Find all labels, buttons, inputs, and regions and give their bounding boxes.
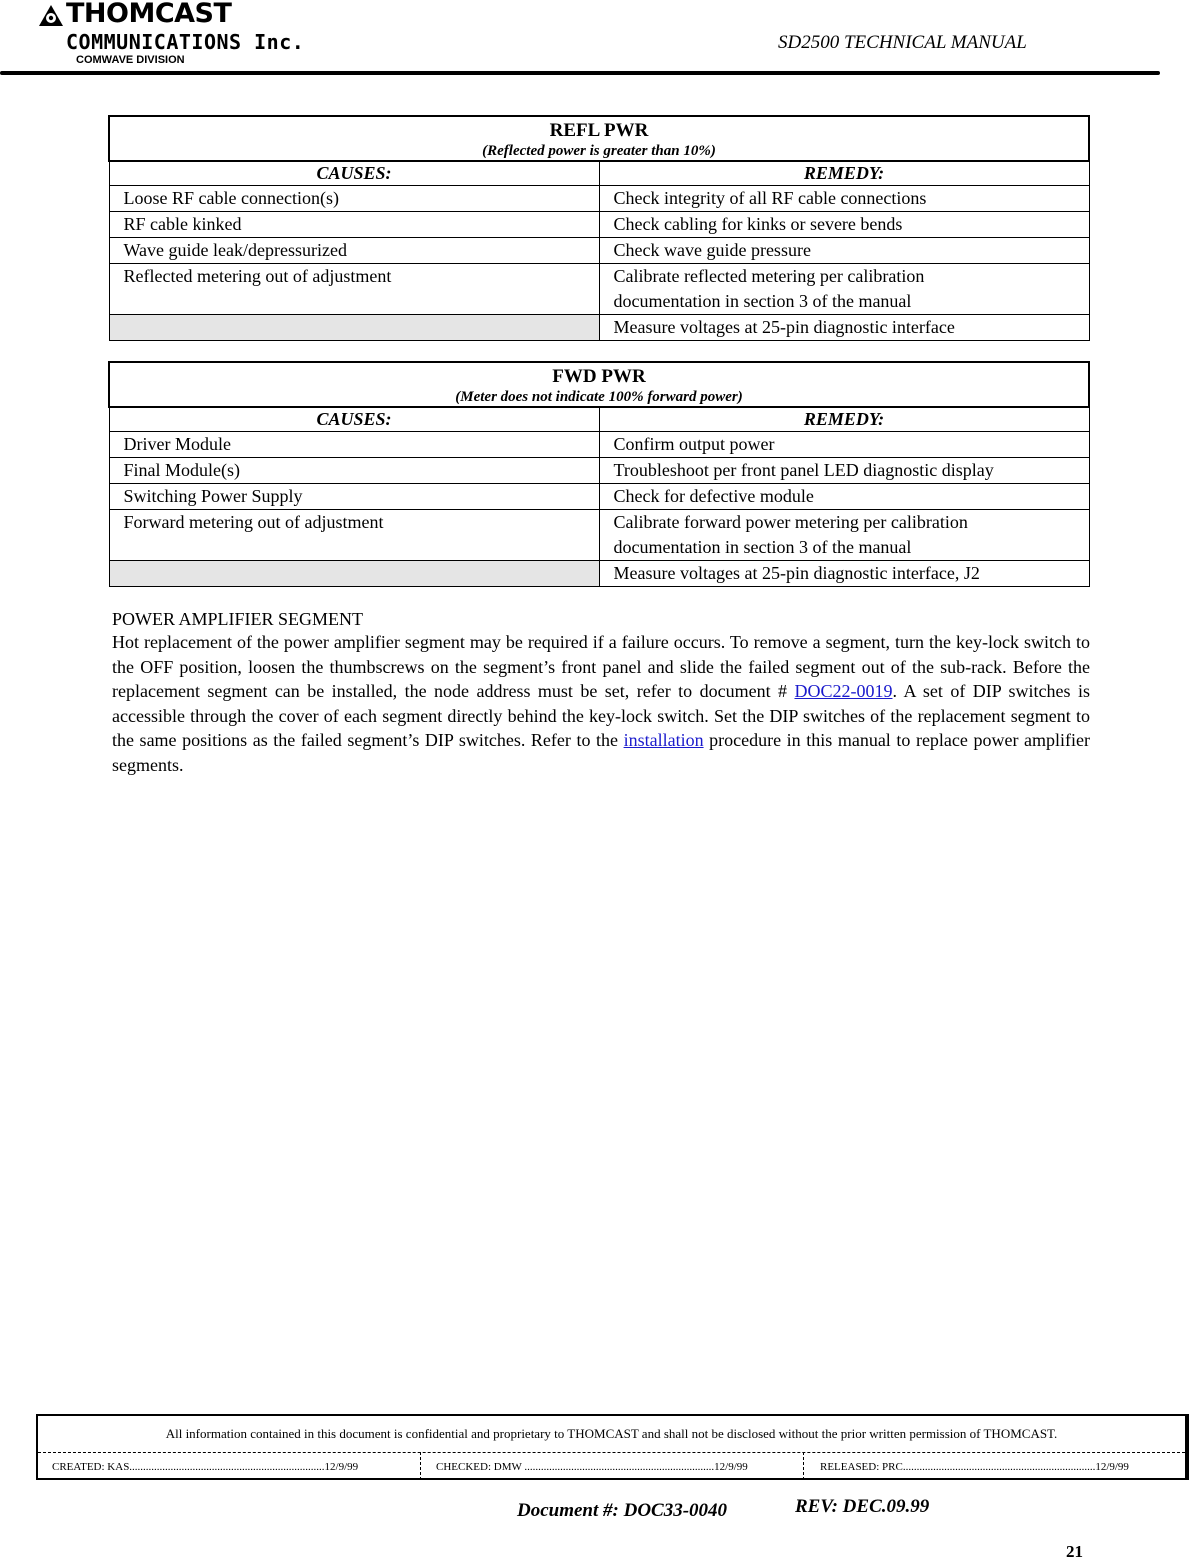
- fwd-table-title-cell: [109, 362, 1089, 407]
- checked-by: CHECKED: DMW .....................................................................12/9/99: [436, 1461, 748, 1473]
- confidentiality-notice: All information contained in this document is confidential and proprietary to THOMCAST and shall not be disclosed without the prior written permission of THOMCAST.: [165, 1426, 1058, 1441]
- installation-link[interactable]: installation: [623, 730, 704, 750]
- section-heading: POWER AMPLIFIER SEGMENT: [112, 609, 364, 629]
- header-divider: [0, 71, 1160, 75]
- table-row: [109, 238, 1089, 264]
- cause-cell: RF cable kinked: [109, 212, 599, 238]
- cause-cell: Loose RF cable connection(s): [109, 186, 599, 212]
- table-row: [109, 186, 1089, 212]
- remedy-cell: Calibrate reflected metering per calibration documentation in section 3 of the manual: [599, 264, 1089, 315]
- paragraph-text: . A set of DIP switches is accessible through the cover of each segment directly behind the key-lock switch. Set the DIP switches of the replacement segment to the same positions as the failed segment’s DIP switches. Refer to the: [112, 681, 1090, 750]
- logo-company-subname: COMMUNICATIONS Inc.: [66, 30, 305, 54]
- doc22-0019-link[interactable]: DOC22-0019: [794, 681, 893, 701]
- footer-divider: [803, 1452, 804, 1480]
- table-row: [109, 510, 1089, 561]
- cause-cell: Forward metering out of adjustment: [109, 510, 599, 561]
- fwd-table-title: FWD PWR: [552, 366, 646, 387]
- footer-divider: [420, 1452, 421, 1480]
- table-row: [109, 264, 1089, 315]
- remedy-cell: Check wave guide pressure: [599, 238, 1089, 264]
- cause-cell: Switching Power Supply: [109, 484, 599, 510]
- fwd-table-subtitle: (Meter does not indicate 100% forward power): [455, 389, 743, 405]
- refl-table-title-cell: [109, 116, 1089, 161]
- remedy-cell: Measure voltages at 25-pin diagnostic interface: [599, 315, 1089, 341]
- refl-table-title: REFL PWR: [549, 120, 649, 141]
- released-by: RELEASED: PRC......................................................................12/9/99: [820, 1461, 1129, 1473]
- paragraph-text: Hot replacement of the power amplifier segment may be required if a failure occurs. To remove a segment, turn the key-lock switch to the OFF position, loosen the thumbscrews on the segment’s front panel and slide the failed segment out of the sub-rack. Before the replacement segment can be installed, the node address must be set, refer to document #: [112, 632, 1090, 701]
- company-logo: [38, 2, 318, 70]
- cause-cell-empty: [109, 315, 599, 341]
- remedy-cell: Measure voltages at 25-pin diagnostic interface, J2: [599, 561, 1089, 587]
- refl-causes-header: CAUSES:: [109, 161, 599, 186]
- created-by: CREATED: KAS.......................................................................12/9/99: [52, 1461, 359, 1473]
- manual-title: SD2500 TECHNICAL MANUAL: [778, 32, 1027, 53]
- paragraph-text: procedure in this manual to replace power amplifier segments.: [112, 730, 1090, 775]
- table-row: [109, 432, 1089, 458]
- thomcast-logo-icon: [38, 4, 64, 28]
- page-number: 21: [1066, 1542, 1083, 1561]
- refl-remedy-header: REMEDY:: [599, 161, 1089, 186]
- remedy-cell: Check cabling for kinks or severe bends: [599, 212, 1089, 238]
- remedy-cell: Troubleshoot per front panel LED diagnostic display: [599, 458, 1089, 484]
- footer-box: [36, 1414, 1189, 1480]
- remedy-cell: Check for defective module: [599, 484, 1089, 510]
- document-number: Document #: DOC33-0040: [517, 1500, 728, 1521]
- fwd-causes-header: CAUSES:: [109, 407, 599, 432]
- logo-division: COMWAVE DIVISION: [76, 54, 185, 66]
- remedy-cell: Calibrate forward power metering per calibration documentation in section 3 of the manual: [599, 510, 1089, 561]
- revision: REV: DEC.09.99: [795, 1496, 930, 1517]
- section-paragraph: [112, 630, 1090, 777]
- table-row: [109, 212, 1089, 238]
- logo-company-name: THOMCAST: [66, 0, 232, 29]
- table-row: [109, 484, 1089, 510]
- cause-cell: Wave guide leak/depressurized: [109, 238, 599, 264]
- remedy-cell: Check integrity of all RF cable connections: [599, 186, 1089, 212]
- table-row: [109, 458, 1089, 484]
- refl-pwr-table: [108, 115, 1090, 341]
- fwd-remedy-header: REMEDY:: [599, 407, 1089, 432]
- table-row: [109, 561, 1089, 587]
- table-row: [109, 315, 1089, 341]
- remedy-cell: Confirm output power: [599, 432, 1089, 458]
- fwd-pwr-table: [108, 361, 1090, 587]
- footer-separator: [38, 1452, 1185, 1453]
- cause-cell: Driver Module: [109, 432, 599, 458]
- cause-cell-empty: [109, 561, 599, 587]
- cause-cell: Final Module(s): [109, 458, 599, 484]
- refl-table-subtitle: (Reflected power is greater than 10%): [482, 143, 716, 159]
- cause-cell: Reflected metering out of adjustment: [109, 264, 599, 315]
